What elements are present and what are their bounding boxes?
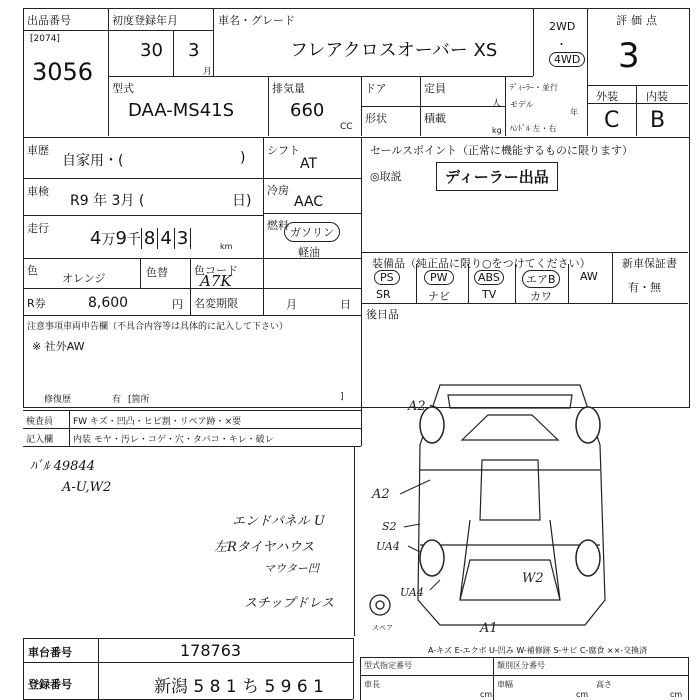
year-unit: 年	[570, 108, 578, 117]
damage-mark: A2	[408, 399, 426, 414]
capacity-label: 定員	[424, 82, 446, 95]
mileage-digit: 8	[141, 228, 157, 249]
first-reg-year: 30	[140, 40, 163, 61]
score: 3	[618, 36, 640, 76]
first-reg-label: 初度登録年月	[112, 14, 178, 27]
car-hood	[448, 395, 572, 408]
car-name: フレアクロスオーバー XS	[290, 40, 498, 61]
chassis-number: 178763	[180, 641, 242, 660]
fuel-label: 燃料	[267, 219, 289, 232]
load-label: 積載	[424, 112, 446, 125]
later-items-label: 後日品	[366, 308, 399, 321]
repair-close: ]	[340, 392, 344, 402]
damage-mark: A1	[480, 621, 498, 636]
hand-note: エンドパネル U	[232, 514, 325, 529]
repair-has: 有	[112, 395, 122, 405]
hand-note: A-U,W2	[62, 480, 112, 495]
mileage-unit: 千	[126, 232, 141, 248]
name-expiry-month: 月	[286, 298, 297, 311]
manual-item: ◎取説	[370, 170, 402, 183]
history-close: )	[240, 150, 246, 166]
history-label: 車歴	[27, 144, 49, 157]
damage-mark: UA4	[376, 540, 400, 553]
equip-ps: PS	[374, 270, 400, 285]
mileage-digit: 4	[90, 228, 102, 249]
shift-label: シフト	[267, 144, 300, 157]
notes-label: 注意事項車両申告欄（不具合内容等は具体的に記入して下さい）	[27, 322, 289, 332]
dealer-car-badge: ディーラー出品	[436, 162, 558, 191]
length-unit: cm	[480, 690, 493, 699]
shift-value: AT	[300, 156, 318, 172]
km-unit: km	[220, 242, 233, 251]
repair-label: 修復歴	[44, 395, 72, 405]
month-unit: 月	[203, 67, 213, 77]
damage-mark: W2	[522, 571, 544, 586]
hand-note: マウター凹	[264, 562, 319, 575]
inspection-close: 日)	[232, 193, 252, 209]
chassis-label: 車台番号	[28, 646, 72, 659]
mileage-digit: 4	[157, 228, 173, 249]
inspector-legend-interior: 内装 モヤ・汚レ・コゲ・穴・タバコ・キレ・破レ	[73, 435, 274, 445]
lot-number: 3056	[32, 58, 94, 86]
person-unit: 人	[492, 99, 502, 109]
equipment-label: 装備品（純正品に限り○をつけてください）	[372, 257, 591, 270]
mileage-digit: 3	[174, 228, 191, 249]
car-roof	[480, 460, 540, 520]
wheel-rear-right	[576, 540, 600, 576]
color-change-label: 色替	[146, 266, 168, 279]
name-expiry-day: 日	[340, 298, 351, 311]
exterior-grade: C	[604, 108, 620, 133]
spare-tire	[370, 595, 390, 615]
inspection-value: R9 年 3月 (	[70, 193, 145, 209]
handle-label: ﾊﾝﾄﾞﾙ 左・右	[510, 124, 557, 133]
width-label: 車幅	[497, 680, 513, 689]
damage-legend: A-キズ E-エクボ U-凹み W-補修跡 S-サビ C-腐食 ××-交換済	[428, 646, 648, 655]
first-reg-month: 3	[188, 40, 200, 61]
length-label: 車長	[364, 680, 380, 689]
mileage-digit: 9	[115, 228, 127, 249]
history-value: 自家用・(	[62, 153, 124, 169]
kg-unit: kg	[492, 126, 502, 135]
car-rear-window	[460, 560, 560, 600]
ac-value: AAC	[294, 194, 324, 210]
category-label: 類別区分番号	[497, 661, 545, 670]
color-code: A7K	[200, 272, 232, 290]
mileage-unit: 万	[101, 232, 116, 248]
model-label: 型式	[112, 82, 134, 95]
car-name-label: 車名・グレード	[218, 14, 295, 27]
inspection-label: 車検	[27, 185, 49, 198]
recycle-value: 8,600	[88, 295, 129, 311]
equip-aw: AW	[580, 270, 598, 283]
wheel-rear-left	[420, 540, 444, 576]
ac-label: 冷房	[267, 184, 289, 197]
warranty-value: 有・無	[628, 281, 661, 294]
lot-label: 出品番号	[27, 14, 71, 27]
height-label: 高さ	[596, 680, 612, 689]
color-value: オレンジ	[62, 272, 106, 285]
color-label: 色	[27, 264, 38, 277]
cc-unit: CC	[340, 122, 353, 132]
registration-label: 登録番号	[28, 678, 72, 691]
exterior-label: 外装	[596, 90, 618, 103]
inspector-entry-label: 記入欄	[26, 435, 54, 445]
name-expiry-label: 名変期限	[194, 297, 238, 310]
hand-note: ﾊﾞﾙ 49844	[30, 459, 95, 474]
model: DAA-MS41S	[128, 100, 235, 121]
equip-sr: SR	[376, 288, 391, 301]
damage-mark: UA4	[400, 586, 424, 599]
warranty-label: 新車保証書	[622, 257, 677, 270]
drive-dot: ・	[556, 38, 567, 51]
inspector-legend-exterior: FW キズ・凹凸・ヒビ割・リペア跡・×要	[73, 417, 242, 427]
width-unit: cm	[576, 690, 589, 699]
equip-airbag: エアB	[522, 270, 560, 288]
fuel-light-oil: 軽油	[298, 246, 320, 259]
damage-mark: S2	[382, 520, 397, 533]
color-code-label: 色コード	[194, 264, 238, 277]
drive-2wd: 2WD	[549, 20, 576, 33]
wheel-front-right	[576, 407, 600, 443]
equip-leather: カワ	[530, 290, 552, 303]
fuel-gas-circled: ガソリン	[284, 222, 340, 242]
car-windshield	[462, 415, 558, 440]
type-designation-label: 型式指定番号	[364, 661, 412, 670]
score-label: 評価点	[616, 14, 661, 27]
equip-tv: TV	[482, 288, 497, 301]
recycle-label: R券	[27, 297, 46, 310]
displacement-label: 排気量	[272, 82, 305, 95]
mileage-label: 走行	[27, 222, 49, 235]
hand-note: 左Rタイヤハウス	[214, 540, 315, 555]
equip-pw: PW	[424, 270, 454, 285]
inspector-label: 検査員	[26, 417, 54, 427]
model-year-label: モデル	[510, 100, 534, 109]
shape-label: 形状	[365, 112, 387, 125]
door-label: ドア	[365, 82, 387, 95]
interior-label: 内装	[646, 90, 668, 103]
registration-number: 新潟 5 8 1 ち 5 9 6 1	[154, 677, 324, 697]
repair-location: [箇所	[128, 395, 150, 405]
equip-navi: ナビ	[428, 290, 450, 303]
spare-label: スペア	[372, 624, 393, 632]
height-unit: cm	[670, 690, 683, 699]
damage-mark: A2	[372, 487, 390, 502]
lot-code: [2074]	[30, 34, 60, 44]
equip-abs: ABS	[474, 270, 504, 285]
interior-grade: B	[650, 108, 666, 133]
yen-unit: 円	[172, 298, 183, 311]
displacement: 660	[290, 100, 325, 121]
hand-note: スチップドレス	[244, 596, 334, 611]
notes-text: ※ 社外AW	[32, 340, 85, 353]
sales-point-label: セールスポイント（正常に機能するものに限ります）	[370, 144, 634, 157]
dealer-label: ﾃﾞｨｰﾗｰ・並行	[510, 83, 558, 92]
drive-4wd-circled: 4WD	[549, 52, 585, 67]
